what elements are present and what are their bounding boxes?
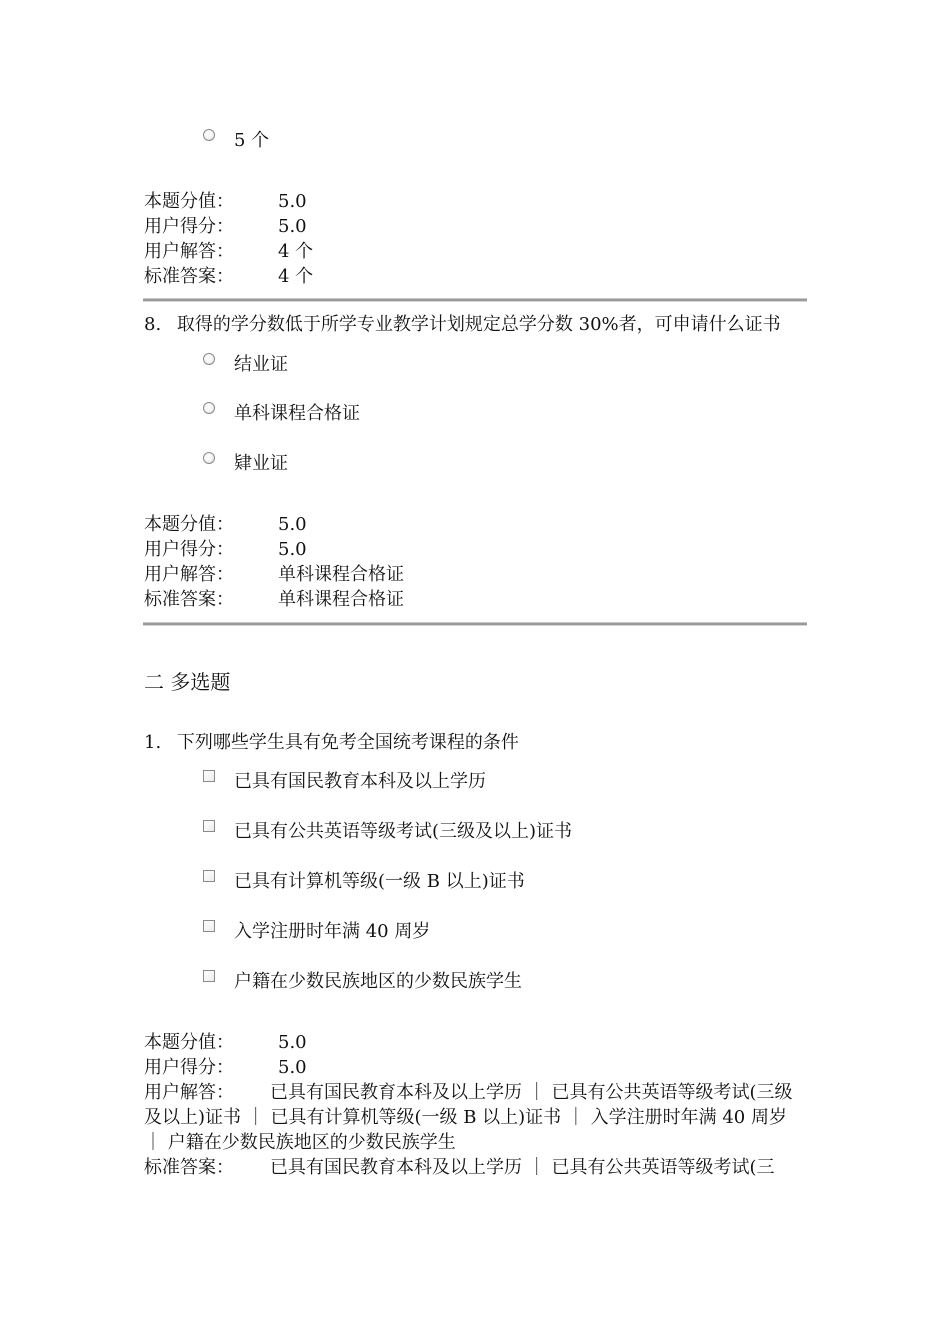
option-m1-4[interactable] xyxy=(203,919,430,945)
got-value: 5.0 xyxy=(278,1057,307,1078)
section-title: 二 多选题 xyxy=(144,670,231,694)
radio-button[interactable] xyxy=(203,129,215,141)
got-label: 用户得分： xyxy=(144,539,234,560)
q8-score-row xyxy=(144,512,307,537)
q8-standard-row xyxy=(144,587,404,612)
got-label: 用户得分： xyxy=(144,216,234,237)
score-value: 5.0 xyxy=(278,191,307,212)
question-8 xyxy=(144,312,781,338)
question-number: 1. xyxy=(144,732,162,753)
m1-standard-row xyxy=(144,1155,808,1180)
question-text: 下列哪些学生具有免考全国统考课程的条件 xyxy=(176,732,519,753)
m1-score-row xyxy=(144,1030,307,1055)
score-value: 5.0 xyxy=(278,514,307,535)
option-q7-5[interactable] xyxy=(203,128,269,154)
q7-standard-row xyxy=(144,264,314,289)
score-label: 本题分值： xyxy=(144,191,234,212)
option-m1-5[interactable] xyxy=(203,969,522,995)
q7-score-row xyxy=(144,189,307,214)
option-label: 已具有国民教育本科及以上学历 xyxy=(234,771,486,792)
divider xyxy=(143,298,807,302)
divider xyxy=(143,622,807,626)
answer-label: 用户解答： xyxy=(144,564,234,585)
m1-answer-row xyxy=(144,1080,808,1155)
option-label: 结业证 xyxy=(234,354,288,375)
option-m1-2[interactable] xyxy=(203,819,572,845)
answer-label: 用户解答： xyxy=(144,1082,234,1103)
answer-value: 4 个 xyxy=(278,241,314,262)
score-label: 本题分值： xyxy=(144,1032,234,1053)
got-value: 5.0 xyxy=(278,539,307,560)
checkbox[interactable] xyxy=(203,970,215,982)
checkbox[interactable] xyxy=(203,820,215,832)
answer-value: 已具有国民教育本科及以上学历 ｜ 已具有公共英语等级考试(三级及以上)证书 ｜ 已具有计算机等级(一级 B 以上)证书 ｜ 入学注册时年满 40 周岁 ｜ 户籍在少数民族地区的少数民族学生 xyxy=(144,1082,793,1153)
q7-got-row xyxy=(144,214,307,239)
score-value: 5.0 xyxy=(278,1032,307,1053)
question-number: 8. xyxy=(144,314,162,335)
checkbox[interactable] xyxy=(203,770,215,782)
option-label: 肄业证 xyxy=(234,453,288,474)
question-m1 xyxy=(144,730,519,756)
got-label: 用户得分： xyxy=(144,1057,234,1078)
radio-button[interactable] xyxy=(203,402,215,414)
option-label: 户籍在少数民族地区的少数民族学生 xyxy=(234,971,522,992)
checkbox[interactable] xyxy=(203,920,215,932)
got-value: 5.0 xyxy=(278,216,307,237)
option-label: 入学注册时年满 40 周岁 xyxy=(234,921,431,942)
option-label: 单科课程合格证 xyxy=(234,403,360,424)
option-label: 已具有计算机等级(一级 B 以上)证书 xyxy=(234,871,525,892)
option-q8-2[interactable] xyxy=(203,401,360,427)
option-label: 已具有公共英语等级考试(三级及以上)证书 xyxy=(234,821,573,842)
answer-label: 用户解答： xyxy=(144,241,234,262)
answer-value: 单科课程合格证 xyxy=(278,564,404,585)
checkbox[interactable] xyxy=(203,870,215,882)
radio-button[interactable] xyxy=(203,452,215,464)
standard-label: 标准答案： xyxy=(144,1157,234,1178)
option-m1-3[interactable] xyxy=(203,869,525,895)
radio-button[interactable] xyxy=(203,353,215,365)
standard-label: 标准答案： xyxy=(144,589,234,610)
q8-got-row xyxy=(144,537,307,562)
score-label: 本题分值： xyxy=(144,514,234,535)
standard-label: 标准答案： xyxy=(144,266,234,287)
standard-value: 单科课程合格证 xyxy=(278,589,404,610)
standard-value: 已具有国民教育本科及以上学历 ｜ 已具有公共英语等级考试(三 xyxy=(270,1157,775,1178)
option-q8-1[interactable] xyxy=(203,352,288,378)
option-q8-3[interactable] xyxy=(203,451,288,477)
standard-value: 4 个 xyxy=(278,266,314,287)
option-m1-1[interactable] xyxy=(203,769,486,795)
m1-got-row xyxy=(144,1055,307,1080)
q8-answer-row xyxy=(144,562,404,587)
question-text: 取得的学分数低于所学专业教学计划规定总学分数 30%者，可申请什么证书 xyxy=(176,314,781,335)
q7-answer-row xyxy=(144,239,314,264)
option-label: 5 个 xyxy=(234,130,270,151)
